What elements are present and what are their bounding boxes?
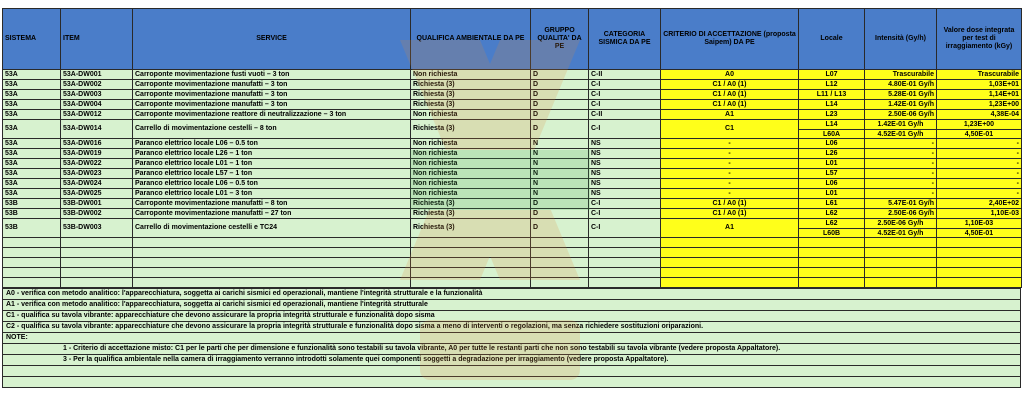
empty-cell bbox=[589, 248, 661, 258]
cell-sistema: 53A bbox=[3, 169, 61, 179]
empty-cell bbox=[937, 238, 1022, 248]
empty-cell bbox=[531, 238, 589, 248]
cell-valore: 1,10E-03 bbox=[937, 219, 1021, 229]
cell-sistema: 53A bbox=[3, 70, 61, 80]
empty-cell bbox=[589, 268, 661, 278]
cell-valore: 2,40E+02 bbox=[937, 199, 1022, 209]
empty-cell bbox=[411, 238, 531, 248]
cell-intensita: 2.50E-06 Gy/h bbox=[865, 110, 937, 120]
empty-row bbox=[3, 238, 1022, 248]
cell-intensita: - bbox=[865, 159, 937, 169]
cell-locale: L62 bbox=[799, 209, 865, 219]
empty-cell bbox=[133, 238, 411, 248]
cell-item: 53A-DW002 bbox=[61, 80, 133, 90]
cell-service: Paranco elettrico locale L26 – 1 ton bbox=[133, 149, 411, 159]
cell-intensita: 4.80E-01 Gy/h bbox=[865, 80, 937, 90]
col-header-categoria: CATEGORIA SISMICA DA PE bbox=[589, 9, 661, 70]
cell-service: Carroponte movimentazione manufatti – 3 ton bbox=[133, 80, 411, 90]
cell-valore: - bbox=[937, 189, 1022, 199]
cell-valore: - bbox=[937, 179, 1022, 189]
empty-row bbox=[3, 248, 1022, 258]
empty-cell bbox=[3, 268, 61, 278]
cell-item: 53A-DW025 bbox=[61, 189, 133, 199]
cell-locale-split bbox=[799, 219, 865, 238]
empty-cell bbox=[589, 258, 661, 268]
col-header-service: SERVICE bbox=[133, 9, 411, 70]
empty-cell bbox=[61, 248, 133, 258]
cell-locale: L14 bbox=[799, 100, 865, 110]
cell-gruppo: D bbox=[531, 80, 589, 90]
cell-gruppo: N bbox=[531, 139, 589, 149]
cell-valore: 1,03E+01 bbox=[937, 80, 1022, 90]
cell-locale: L26 bbox=[799, 149, 865, 159]
empty-cell bbox=[865, 258, 937, 268]
cell-qualifica: Richiesta (3) bbox=[411, 219, 531, 238]
cell-sistema: 53A bbox=[3, 179, 61, 189]
table-body-b003 bbox=[3, 219, 1022, 238]
empty-cell bbox=[133, 278, 411, 288]
col-header-valore: Valore dose integrata per test di irraggiamento (kGy) bbox=[937, 9, 1022, 70]
empty-cell bbox=[589, 278, 661, 288]
table-row bbox=[3, 100, 1022, 110]
cell-qualifica: Non richiesta bbox=[411, 189, 531, 199]
cell-qualifica: Richiesta (3) bbox=[411, 199, 531, 209]
cell-locale: L01 bbox=[799, 189, 865, 199]
cell-item: 53A-DW003 bbox=[61, 90, 133, 100]
cell-gruppo: N bbox=[531, 149, 589, 159]
empty-row bbox=[3, 258, 1022, 268]
empty-cell bbox=[3, 278, 61, 288]
table-body-a bbox=[3, 70, 1022, 120]
cell-gruppo: N bbox=[531, 169, 589, 179]
cell-valore: 4,50E-01 bbox=[964, 131, 994, 138]
col-header-gruppo: GRUPPO QUALITA' DA PE bbox=[531, 9, 589, 70]
empty-cell bbox=[3, 258, 61, 268]
cell-locale: L62 bbox=[799, 219, 864, 229]
cell-criterio: A1 bbox=[661, 110, 799, 120]
empty-cell bbox=[531, 248, 589, 258]
empty-cell bbox=[61, 258, 133, 268]
cell-sistema: 53A bbox=[3, 189, 61, 199]
empty-cell bbox=[661, 258, 799, 268]
table-row bbox=[3, 149, 1022, 159]
empty-cell bbox=[937, 258, 1022, 268]
cell-locale-split bbox=[799, 120, 865, 139]
cell-locale: L23 bbox=[799, 110, 865, 120]
cell-intensita: - bbox=[865, 169, 937, 179]
table-row bbox=[3, 189, 1022, 199]
cell-item: 53A-DW014 bbox=[61, 120, 133, 139]
cell-intensita: 1.42E-01 Gy/h bbox=[865, 120, 936, 130]
cell-intensita: - bbox=[865, 189, 937, 199]
cell-categoria: NS bbox=[589, 179, 661, 189]
cell-valore: 4,38E-04 bbox=[937, 110, 1022, 120]
cell-service: Paranco elettrico locale L57 – 1 ton bbox=[133, 169, 411, 179]
empty-cell bbox=[411, 258, 531, 268]
cell-qualifica: Richiesta (3) bbox=[411, 120, 531, 139]
empty-cell bbox=[411, 278, 531, 288]
cell-item: 53B-DW002 bbox=[61, 209, 133, 219]
cell-gruppo: D bbox=[531, 219, 589, 238]
empty-cell bbox=[865, 248, 937, 258]
empty-cell bbox=[661, 278, 799, 288]
empty-cell bbox=[133, 258, 411, 268]
cell-service: Paranco elettrico locale L06 – 0.5 ton bbox=[133, 139, 411, 149]
cell-valore: 1,23E+00 bbox=[937, 120, 1021, 130]
cell-criterio: C1 / A0 (1) bbox=[661, 100, 799, 110]
cell-valore: 1,23E+00 bbox=[937, 100, 1022, 110]
cell-locale: L06 bbox=[799, 139, 865, 149]
cell-gruppo: N bbox=[531, 179, 589, 189]
table-row bbox=[3, 219, 1022, 238]
cell-gruppo: D bbox=[531, 110, 589, 120]
cell-item: 53B-DW001 bbox=[61, 199, 133, 209]
cell-intensita: - bbox=[865, 139, 937, 149]
cell-intensita-split bbox=[865, 219, 937, 238]
empty-cell bbox=[799, 258, 865, 268]
col-header-sistema: SISTEMA bbox=[3, 9, 61, 70]
cell-valore: - bbox=[937, 149, 1022, 159]
cell-qualifica: Non richiesta bbox=[411, 70, 531, 80]
cell-qualifica: Non richiesta bbox=[411, 159, 531, 169]
cell-criterio: - bbox=[661, 149, 799, 159]
cell-locale: L57 bbox=[799, 169, 865, 179]
cell-criterio: - bbox=[661, 159, 799, 169]
cell-sistema: 53A bbox=[3, 110, 61, 120]
empty-row bbox=[3, 268, 1022, 278]
cell-intensita: 2.50E-06 Gy/h bbox=[865, 209, 937, 219]
cell-locale: L61 bbox=[799, 199, 865, 209]
cell-qualifica: Richiesta (3) bbox=[411, 209, 531, 219]
cell-service: Carroponte movimentazione manufatti – 8 ton bbox=[133, 199, 411, 209]
cell-service: Carrello di movimentazione cestelli e TC24 bbox=[133, 219, 411, 238]
table-row bbox=[3, 159, 1022, 169]
cell-item: 53A-DW019 bbox=[61, 149, 133, 159]
cell-item: 53A-DW023 bbox=[61, 169, 133, 179]
cell-locale: L14 bbox=[799, 120, 864, 130]
cell-item: 53A-DW001 bbox=[61, 70, 133, 80]
cell-categoria: C-I bbox=[589, 209, 661, 219]
cell-criterio: C1 / A0 (1) bbox=[661, 209, 799, 219]
empty-cell bbox=[799, 248, 865, 258]
cell-intensita: 4.52E-01 Gy/h bbox=[877, 230, 924, 237]
cell-intensita: 1.42E-01 Gy/h bbox=[865, 100, 937, 110]
header-row bbox=[3, 9, 1022, 70]
cell-intensita-split bbox=[865, 120, 937, 139]
cell-gruppo: D bbox=[531, 199, 589, 209]
cell-sistema: 53A bbox=[3, 80, 61, 90]
cell-sistema: 53A bbox=[3, 120, 61, 139]
cell-intensita: - bbox=[865, 179, 937, 189]
cell-categoria: C-II bbox=[589, 110, 661, 120]
cell-item: 53A-DW022 bbox=[61, 159, 133, 169]
cell-locale: L07 bbox=[799, 70, 865, 80]
table-row bbox=[3, 110, 1022, 120]
table-row bbox=[3, 70, 1022, 80]
empty-cell bbox=[411, 248, 531, 258]
cell-locale: L01 bbox=[799, 159, 865, 169]
cell-categoria: C-I bbox=[589, 219, 661, 238]
cell-item: 53B-DW003 bbox=[61, 219, 133, 238]
empty-cell bbox=[661, 268, 799, 278]
cell-criterio: A1 bbox=[661, 219, 799, 238]
cell-item: 53A-DW012 bbox=[61, 110, 133, 120]
cell-qualifica: Non richiesta bbox=[411, 169, 531, 179]
cell-gruppo: N bbox=[531, 159, 589, 169]
col-header-intensita: Intensità (Gy/h) bbox=[865, 9, 937, 70]
cell-criterio: C1 / A0 (1) bbox=[661, 199, 799, 209]
cell-item: 53A-DW024 bbox=[61, 179, 133, 189]
cell-locale: L06 bbox=[799, 179, 865, 189]
empty-cell bbox=[799, 268, 865, 278]
note-1: 1 - Criterio di accettazione misto: C1 per le parti che per dimensione e funzionalità sono testabili su tavola vibrante, A0 per tutte le restanti parti che non sono testabili su tavola vibrante (vedere proposta Appaltatore). bbox=[2, 344, 1021, 355]
table-body-empty bbox=[3, 238, 1022, 288]
cell-valore: 1,10E-03 bbox=[937, 209, 1022, 219]
cell-valore: - bbox=[937, 159, 1022, 169]
empty-cell bbox=[937, 278, 1022, 288]
cell-criterio: A0 bbox=[661, 70, 799, 80]
cell-item: 53A-DW004 bbox=[61, 100, 133, 110]
col-header-criterio: CRITERIO DI ACCETTAZIONE (proposta Saipem) DA PE bbox=[661, 9, 799, 70]
note-3: 3 - Per la qualifica ambientale nella camera di irraggiamento verranno introdotti solamente quei componenti soggetti a degradazione per irraggiamento (vedere proposta Appaltatore). bbox=[2, 355, 1021, 366]
cell-criterio: - bbox=[661, 139, 799, 149]
note-blank-row bbox=[2, 366, 1021, 377]
cell-criterio: - bbox=[661, 179, 799, 189]
cell-service: Carroponte movimentazione fusti vuoti – 3 ton bbox=[133, 70, 411, 80]
cell-sistema: 53A bbox=[3, 90, 61, 100]
cell-sistema: 53B bbox=[3, 219, 61, 238]
cell-categoria: C-I bbox=[589, 100, 661, 110]
note-a1: A1 - verifica con metodo analitico: l'apparecchiatura, soggetta ai carichi sismici ed operazionali, mantiene l'integrità strutturale bbox=[2, 300, 1021, 311]
table-row bbox=[3, 209, 1022, 219]
cell-locale: L60A bbox=[822, 131, 841, 138]
empty-cell bbox=[61, 278, 133, 288]
cell-valore: Trascurabile bbox=[937, 70, 1022, 80]
cell-sistema: 53A bbox=[3, 139, 61, 149]
table-row bbox=[3, 199, 1022, 209]
empty-cell bbox=[937, 248, 1022, 258]
cell-criterio: - bbox=[661, 189, 799, 199]
note-c2: C2 - qualifica su tavola vibrante: apparecchiature che devono assicurare la propria integrità strutturale e funzionalità dopo sisma a meno di interventi o regolazioni, ma senza richiedere sostituzioni oriparazioni. bbox=[2, 322, 1021, 333]
empty-cell bbox=[865, 278, 937, 288]
cell-qualifica: Non richiesta bbox=[411, 149, 531, 159]
cell-gruppo: D bbox=[531, 209, 589, 219]
cell-categoria: NS bbox=[589, 159, 661, 169]
cell-locale: L11 / L13 bbox=[799, 90, 865, 100]
empty-cell bbox=[3, 248, 61, 258]
cell-intensita: 5.28E-01 Gy/h bbox=[865, 90, 937, 100]
cell-item: 53A-DW016 bbox=[61, 139, 133, 149]
cell-valore: 4,50E-01 bbox=[964, 230, 994, 237]
qualification-table bbox=[2, 8, 1022, 288]
col-header-qualifica: QUALIFICA AMBIENTALE DA PE bbox=[411, 9, 531, 70]
cell-service: Paranco elettrico locale L06 – 0.5 ton bbox=[133, 179, 411, 189]
cell-categoria: C-I bbox=[589, 120, 661, 139]
table-row bbox=[3, 120, 1022, 139]
table-row bbox=[3, 139, 1022, 149]
table-body-dw014 bbox=[3, 120, 1022, 139]
col-header-locale: Locale bbox=[799, 9, 865, 70]
cell-intensita: 5.47E-01 Gy/h bbox=[865, 199, 937, 209]
table-body-b bbox=[3, 139, 1022, 219]
cell-categoria: NS bbox=[589, 169, 661, 179]
cell-categoria: NS bbox=[589, 189, 661, 199]
cell-gruppo: D bbox=[531, 90, 589, 100]
cell-qualifica: Richiesta (3) bbox=[411, 90, 531, 100]
cell-sistema: 53B bbox=[3, 209, 61, 219]
note-a0: A0 - verifica con metodo analitico: l'apparecchiatura, soggetta ai carichi sismici ed operazionali, mantiene l'integrità strutturale e la funzionalità bbox=[2, 288, 1021, 300]
cell-valore-split bbox=[937, 219, 1022, 238]
empty-cell bbox=[937, 268, 1022, 278]
empty-cell bbox=[133, 268, 411, 278]
empty-row bbox=[3, 278, 1022, 288]
col-header-item: ITEM bbox=[61, 9, 133, 70]
empty-cell bbox=[865, 268, 937, 278]
cell-qualifica: Non richiesta bbox=[411, 139, 531, 149]
cell-criterio: C1 / A0 (1) bbox=[661, 90, 799, 100]
cell-service: Paranco elettrico locale L01 – 3 ton bbox=[133, 189, 411, 199]
cell-categoria: C-II bbox=[589, 70, 661, 80]
cell-categoria: NS bbox=[589, 139, 661, 149]
cell-service: Carroponte movimentazione manufatti – 27 ton bbox=[133, 209, 411, 219]
empty-cell bbox=[799, 278, 865, 288]
cell-sistema: 53A bbox=[3, 100, 61, 110]
cell-sistema: 53A bbox=[3, 159, 61, 169]
cell-service: Carroponte movimentazione manufatti – 3 ton bbox=[133, 90, 411, 100]
empty-cell bbox=[411, 268, 531, 278]
cell-intensita: Trascurabile bbox=[865, 70, 937, 80]
cell-sistema: 53A bbox=[3, 149, 61, 159]
cell-intensita: 4.52E-01 Gy/h bbox=[877, 131, 924, 138]
cell-criterio: C1 bbox=[661, 120, 799, 139]
empty-cell bbox=[589, 238, 661, 248]
empty-cell bbox=[799, 238, 865, 248]
cell-qualifica: Richiesta (3) bbox=[411, 100, 531, 110]
cell-qualifica: Richiesta (3) bbox=[411, 80, 531, 90]
table-row bbox=[3, 179, 1022, 189]
cell-gruppo: D bbox=[531, 70, 589, 80]
table-row bbox=[3, 80, 1022, 90]
empty-cell bbox=[661, 248, 799, 258]
empty-cell bbox=[531, 278, 589, 288]
empty-cell bbox=[531, 258, 589, 268]
note-title: NOTE: bbox=[2, 333, 1021, 344]
empty-cell bbox=[661, 238, 799, 248]
cell-valore: - bbox=[937, 169, 1022, 179]
cell-categoria: C-I bbox=[589, 90, 661, 100]
cell-intensita: 2.50E-06 Gy/h bbox=[865, 219, 936, 229]
cell-locale: L60B bbox=[822, 230, 841, 237]
note-blank-row bbox=[2, 377, 1021, 388]
cell-valore: - bbox=[937, 139, 1022, 149]
cell-service: Carroponte movimentazione manufatti – 3 ton bbox=[133, 100, 411, 110]
cell-sistema: 53B bbox=[3, 199, 61, 209]
cell-criterio: C1 / A0 (1) bbox=[661, 80, 799, 90]
empty-cell bbox=[531, 268, 589, 278]
cell-categoria: C-I bbox=[589, 199, 661, 209]
cell-valore: 1,14E+01 bbox=[937, 90, 1022, 100]
cell-locale: L12 bbox=[799, 80, 865, 90]
cell-service: Carrello di movimentazione cestelli – 8 ton bbox=[133, 120, 411, 139]
empty-cell bbox=[3, 238, 61, 248]
cell-categoria: C-I bbox=[589, 80, 661, 90]
qualification-sheet bbox=[2, 8, 1021, 388]
cell-qualifica: Non richiesta bbox=[411, 110, 531, 120]
empty-cell bbox=[61, 268, 133, 278]
cell-service: Carroponte movimentazione reattore di neutralizzazione – 3 ton bbox=[133, 110, 411, 120]
cell-intensita: - bbox=[865, 149, 937, 159]
empty-cell bbox=[865, 238, 937, 248]
empty-cell bbox=[61, 238, 133, 248]
cell-gruppo: N bbox=[531, 189, 589, 199]
empty-cell bbox=[133, 248, 411, 258]
cell-gruppo: D bbox=[531, 120, 589, 139]
cell-categoria: NS bbox=[589, 149, 661, 159]
cell-service: Paranco elettrico locale L01 – 1 ton bbox=[133, 159, 411, 169]
cell-gruppo: D bbox=[531, 100, 589, 110]
note-c1: C1 - qualifica su tavola vibrante: apparecchiature che devono assicurare la propria integrità strutturale e funzionalità dopo sisma bbox=[2, 311, 1021, 322]
cell-valore-split bbox=[937, 120, 1022, 139]
table-row bbox=[3, 90, 1022, 100]
table-row bbox=[3, 169, 1022, 179]
cell-criterio: - bbox=[661, 169, 799, 179]
cell-qualifica: Non richiesta bbox=[411, 179, 531, 189]
